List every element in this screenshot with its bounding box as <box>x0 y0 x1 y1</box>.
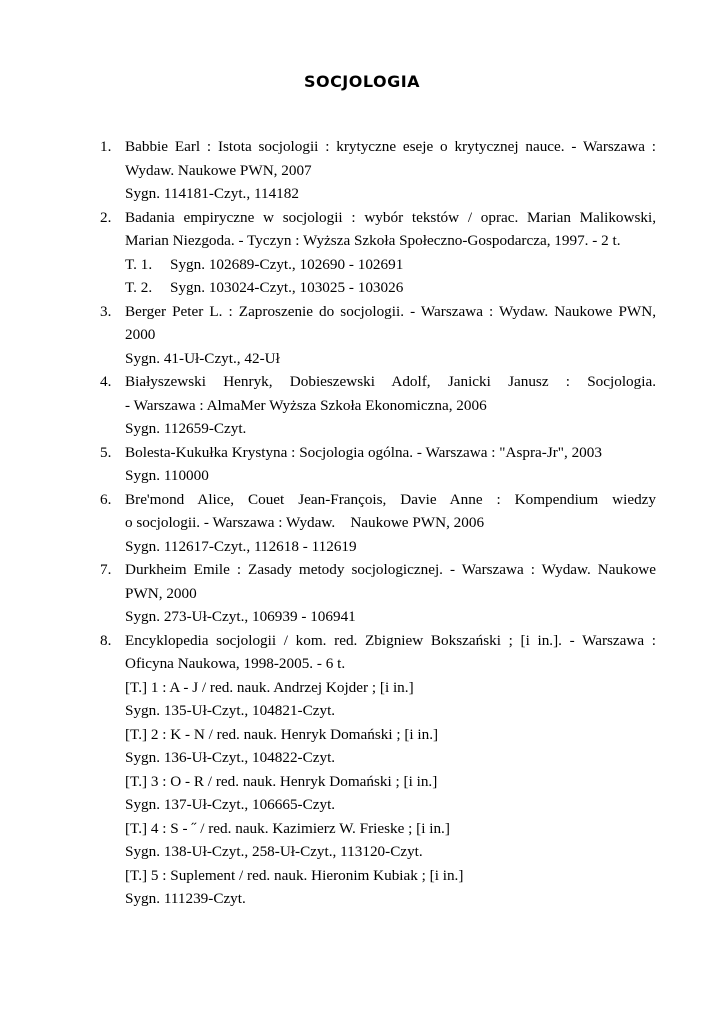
call-number: Sygn. 114181-Czyt., 114182 <box>125 185 299 202</box>
item-number: 5. <box>100 443 112 461</box>
item-description-cont: Wydaw. Naukowe PWN, 2007 <box>125 161 312 179</box>
item-description: Durkheim Emile : Zasady metody socjologicznej. - Warszawa : Wydaw. Naukowe <box>125 561 656 578</box>
call-number: Sygn. 112617-Czyt., 112618 - 112619 <box>125 537 357 555</box>
call-number: Sygn. 110000 <box>125 467 209 484</box>
item-description: Babbie Earl : Istota socjologii : krytyczne eseje o krytycznej nauce. - Warszawa : <box>125 138 656 155</box>
item-number: 8. <box>100 631 112 649</box>
item-description: Bre'mond Alice, Couet Jean-François, Davie Anne : Kompendium wiedzy <box>125 490 656 508</box>
call-number: Sygn. 273-Uł-Czyt., 106939 - 106941 <box>125 608 356 625</box>
item-description: Badania empiryczne w socjologii : wybór tekstów / oprac. Marian Malikowski, <box>125 208 656 226</box>
page-title: SOCJOLOGIA <box>303 72 421 91</box>
volume-title: [T.] 4 : S - ˝ / red. nauk. Kazimierz W. Frieske ; [i in.] <box>125 819 450 837</box>
item-description-cont: Marian Niezgoda. - Tyczyn : Wyższa Szkoła Społeczno-Gospodarcza, 1997. - 2 t. <box>125 232 621 249</box>
volume-title: [T.] 5 : Suplement / red. nauk. Hieronim Kubiak ; [i in.] <box>125 866 464 884</box>
call-number: Sygn. 103024-Czyt., 103025 - 103026 <box>170 279 404 296</box>
item-description-cont: o socjologii. - Warszawa : Wydaw. Naukowe PWN, 2006 <box>125 514 485 531</box>
list-item <box>100 488 656 559</box>
item-number: 7. <box>100 561 112 578</box>
item-description-cont: Oficyna Naukowa, 1998-2005. - 6 t. <box>125 655 346 672</box>
volume-line <box>125 253 656 277</box>
item-description: Białyszewski Henryk, Dobieszewski Adolf, Janicki Janusz : Socjologia. <box>125 373 656 390</box>
item-number: 3. <box>100 302 112 320</box>
volume-title: [T.] 3 : O - R / red. nauk. Henryk Domański ; [i in.] <box>125 772 438 790</box>
list-item <box>100 629 656 911</box>
item-number: 6. <box>100 490 112 508</box>
volume-label: T. 1. <box>125 255 153 273</box>
item-number: 4. <box>100 373 112 390</box>
call-number: Sygn. 135-Uł-Czyt., 104821-Czyt. <box>125 702 336 719</box>
list-item <box>100 441 656 488</box>
item-description: Berger Peter L. : Zaproszenie do socjologii. - Warszawa : Wydaw. Naukowe PWN, <box>125 302 656 320</box>
volume-title: [T.] 2 : K - N / red. nauk. Henryk Domański ; [i in.] <box>125 725 439 743</box>
list-item <box>100 135 656 206</box>
list-item <box>100 300 656 371</box>
call-number: Sygn. 138-Uł-Czyt., 258-Uł-Czyt., 113120-Czyt. <box>125 843 423 860</box>
item-description-cont: - Warszawa : AlmaMer Wyższa Szkoła Ekonomiczna, 2006 <box>125 396 487 414</box>
item-number: 1. <box>100 138 112 155</box>
list-item <box>100 206 656 300</box>
list-item <box>100 370 656 441</box>
call-number: Sygn. 136-Uł-Czyt., 104822-Czyt. <box>125 749 336 766</box>
item-description: Bolesta-Kukułka Krystyna : Socjologia ogólna. - Warszawa : "Aspra-Jr", 2003 <box>125 443 602 461</box>
volume-label: T. 2. <box>125 279 153 296</box>
item-number: 2. <box>100 208 112 226</box>
item-description: Encyklopedia socjologii / kom. red. Zbigniew Bokszański ; [i in.]. - Warszawa : <box>125 631 656 649</box>
list-item <box>100 558 656 629</box>
call-number: Sygn. 41-Uł-Czyt., 42-Uł <box>125 349 280 367</box>
item-description-cont: PWN, 2000 <box>125 584 197 602</box>
bibliography-list <box>100 135 656 911</box>
call-number: Sygn. 137-Uł-Czyt., 106665-Czyt. <box>125 796 336 813</box>
call-number: Sygn. 111239-Czyt. <box>125 890 246 907</box>
volume-title: [T.] 1 : A - J / red. nauk. Andrzej Kojder ; [i in.] <box>125 678 414 696</box>
call-number: Sygn. 112659-Czyt. <box>125 420 247 437</box>
call-number: Sygn. 102689-Czyt., 102690 - 102691 <box>170 255 404 273</box>
volume-line <box>125 276 656 300</box>
item-description-cont: 2000 <box>125 326 156 343</box>
